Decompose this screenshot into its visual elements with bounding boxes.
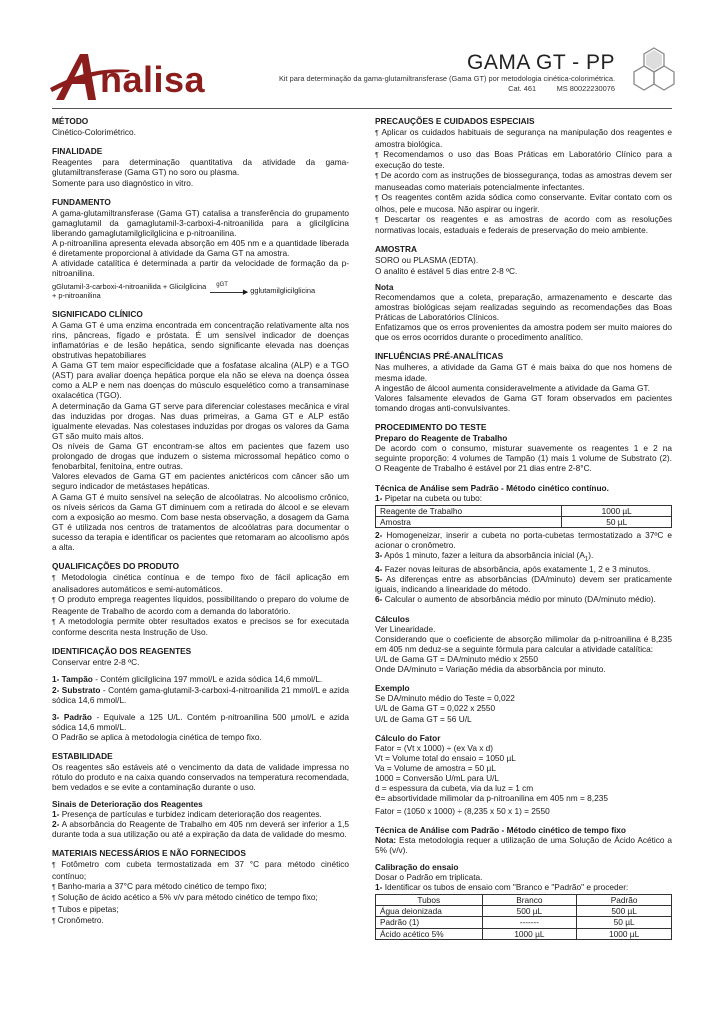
table-cell: 500 µL [577,906,672,917]
precaucao-item: ¶ De acordo com as instruções de biossegurança, todas as amostras devem ser manuseadas como materiais potencialmente infectantes. [375,170,672,192]
fundamento-text-3: A atividade catalítica é determinada a partir da velocidade de formação da p-nitroanilina. [52,258,349,279]
significado-text-1: A Gama GT é uma enzima encontrada em concentração relativamente alta nos rins, pâncreas, fígado e próstata. É um sensível indicador de doenças inflamatórias e de lesão hepática, sendo significante elevada nas doenças obstrutivas hepatobiliares [52,319,349,361]
deterioracao-1-text: Presença de partículas e turbidez indicam deterioração dos reagentes. [59,808,322,819]
table-cell: 1000 µL [562,505,672,516]
deterioracao-1 [52,809,349,819]
table-cell: Padrão (1) [376,917,483,928]
step-6-text: Calcular o aumento de absorbância médio por minuto (DA/minuto médio). [382,594,656,605]
reagent-3-text: - Equivale a 125 U/L. Contém p-nitroanilina 500 µmol/L e azida sódica 14,6 mmol/L. [52,711,350,732]
deterioracao-heading: Sinais de Deterioração dos Reagentes [52,798,203,809]
amostra-text-2: O analito é estável 5 dias entre 2-8 ºC. [375,265,518,276]
calculos-text-2: Considerando que o coeficiente de absorção milimolar da p-nitroanilina é 8,235 em 405 nm deduz-se a seguinte fórmula para calcular a atividade catalítica: [375,633,672,654]
precaucoes-heading: PRECAUÇÕES E CUIDADOS ESPECIAIS [375,116,535,126]
identificacao-sub: Conservar entre 2-8 ºC. [52,657,140,668]
reaction-left-2: + p-nitroanilina [52,290,101,300]
reaction-arrow-icon: gGT ▶ [210,286,246,296]
table-cell: 1000 µL [482,928,577,939]
material-item: ¶ Tubos e pipetas; [52,904,349,916]
step-3-subscript: 1 [584,556,589,563]
calibracao-step-text: Identificar os tubos de ensaio com "Branco e "Padrão" e proceder: [382,882,629,893]
qualificacao-item: ¶ O produto emprega reagentes líquidos, possibilitando o preparo do volume de Reagente de Trabalho de acordo com a demanda do laboratório. [52,594,349,616]
table-row [376,516,672,527]
table-cell: 500 µL [482,906,577,917]
identificacao-heading: IDENTIFICAÇÃO DOS REAGENTES [52,646,192,657]
calibracao-text-2 [375,882,672,892]
material-item: ¶ Fotômetro com cubeta termostatizada em 37 °C para método cinético contínuo; [52,859,349,881]
materiais-heading: MATERIAIS NECESSÁRIOS E NÃO FORNECIDOS [52,848,246,858]
step-2 [375,530,672,550]
significado-text-3: A determinação da Gama GT serve para diferenciar colestases mecânica e viral das induzidas por drogas. Nas duas primeiras, a Gama GT e ALP estão igualmente elevadas. Nas colestases induzidas por drogas os valores da Gama GT são muito mais altos. [52,400,349,441]
reaction-left: gGlutamil-3-carboxi-4-nitroanilida + Glicilglicina [52,281,207,291]
fator-text-1: Fator = (Vt x 1000) ÷ (ex Va x d) [375,742,494,753]
fundamento-heading: FUNDAMENTO [52,196,111,207]
metodo-heading: MÉTODO [52,116,89,126]
fator-text-7: Fator = (1050 x 1000) ÷ (8,235 x 50 x 1) = 2550 [375,805,550,816]
table-cell: Água deionizada [376,906,483,917]
right-column [375,116,672,940]
preparo-text: De acordo com o consumo, misturar suavemente os reagentes 1 e 2 na seguinte proporção: 4 volumes de Tampão (1) mais 1 volume de Substrato (2). O Reagente de Trabalho é estável por 21 dias entre 2-8°C. [375,443,672,474]
table-cell: Amostra [376,516,562,527]
tecnica-2-note-text: Esta metodologia requer a utilização de uma Solução de Ácido Acético a 5% (v/v). [375,834,672,855]
calibration-table [375,894,672,939]
tecnica-1-step-1 [375,493,672,503]
fundamento-text-1: A gama-glutamiltransferase (Gama GT) catalisa a transferência do grupamento gamaglutamil da gamaglutamil-3-carboxi-4-nitroanilida para a glicilglicina liberando gamaglutamilglicilglicina e p-nitroanilina. [52,207,349,238]
calculos-text-4: Onde DA/minuto = Variação média da absorbância por minuto. [375,664,606,675]
step-5-text: As diferenças entre as absorbâncias (DA/minuto) devem ser praticamente iguais, indicando a linearidade do método. [375,574,672,595]
reagent-2 [52,685,349,705]
deterioracao-2-label: 2- [52,818,60,829]
fator-text-4: 1000 = Conversão U/mL para U/L [375,773,499,784]
significado-text-6: A Gama GT é muito sensível na seleção de alcoólatras. No alcoolismo crônico, os níveis séricos da Gama GT diminuem com a retirada do álcool e se elevam com a exposição ao mesmo. Com base nesta observação, a dosagem da Gama GT é utilizada nos centros de tratamentos de alcoólatras para documentar o sucesso da terapia e identificar os pacientes que retomaram ao alcoolismo após a alta. [52,491,349,553]
significado-text-4: Os níveis de Gama GT encontram-se altos em pacientes que fazem uso prolongado de drogas que induzem o sistema microssomal hepático como o fenobarbital, fenitoína, entre outras. [52,441,349,472]
epsilon-symbol: e [375,793,381,805]
table-row [376,928,672,939]
table-header-cell: Tubos [376,895,483,906]
step-6-label: 6- [375,594,383,605]
material-item: ¶ Banho-maria a 37°C para método cinético de tempo fixo; [52,881,349,893]
calibracao-heading: Calibração do ensaio [375,861,459,872]
significado-text-2: A Gama GT tem maior especificidade que a fosfatase alcalina (ALP) e a TGO (AST) para avaliar doença hepática porque ela não se eleva na doença óssea como a ALP e nem nas doenças do músculo esquelético como a transaminase oxalacética (TGO). [52,360,349,401]
qualificacao-item: ¶ A metodologia permite obter resultados exatos e precisos se for executada conforme descrita nesta Instrução de Uso. [52,616,349,638]
table-row [376,906,672,917]
table-cell: ------- [482,917,577,928]
exemplo-text-2: U/L de Gama GT = 0,022 x 2550 [375,703,496,714]
material-item: ¶ Cronômetro. [52,915,349,927]
step-5 [375,574,672,594]
step-2-text: Homogeneizar, inserir a cubeta no porta-cubetas termostatizado a 37ºC e acionar o cronômetro. [375,529,672,551]
table-cell: Reagente de Trabalho [376,505,562,516]
step-1-text: Pipetar na cubeta ou tubo: [382,492,483,503]
nota-heading: Nota [375,281,394,292]
calibracao-step-label: 1- [375,882,383,893]
qualificacao-item: ¶ Metodologia cinética contínua e de tempo fixo de fácil aplicação em analisadores automáticos e semi-automáticos. [52,572,349,594]
left-column [52,116,349,927]
reagent-2-label: 2- Substrato [52,684,101,695]
step-3-label: 3- [375,550,383,561]
table-row [376,505,672,516]
estabilidade-heading: ESTABILIDADE [52,751,113,762]
pipetting-table [375,505,672,528]
deterioracao-1-label: 1- [52,808,60,819]
step-1-label: 1- [375,492,383,503]
nota-text-1: Recomendamos que a coleta, preparação, armazenamento e descarte das amostras biológicas sejam realizadas seguindo as recomendações das Boas Práticas de Laboratórios Clínicos. [375,291,672,322]
tecnica-2-note-label: Nota: [375,834,397,845]
table-cell: Ácido acético 5% [376,928,483,939]
influencias-text-2: A ingestão de álcool aumenta consideravelmente a atividade da Gama GT. [375,382,650,393]
table-cell: 50 µL [562,516,672,527]
qualificacoes-heading: QUALIFICAÇÕES DO PRODUTO [52,561,180,572]
exemplo-text-3: U/L de Gama GT = 56 U/L [375,713,472,724]
hexagon-molecule-icon [630,46,678,94]
reagent-3-label: 3- Padrão [52,711,92,722]
deterioracao-2-text: A absorbância do Reagente de Trabalho em 405 nm deverá ser inferior a 1,5 durante toda a sua utilização ou até a expiração da data de validade do mesmo. [52,818,349,839]
estabilidade-text: Os reagentes são estáveis até o vencimento da data de validade impressa no rótulo do produto e na caixa quando conservados na temperatura recomendada, bem vedados e se evite a contaminação durante o uso. [52,762,349,793]
precaucao-item: ¶ Descartar os reagentes e as amostras de acordo com as resoluções normativas locais, estaduais e federais de preservação do meio ambiente. [375,214,672,236]
fator-heading: Cálculo do Fator [375,732,441,743]
exemplo-text-1: Se DA/minuto médio do Teste = 0,022 [375,693,515,704]
product-subtitle [215,74,615,93]
preparo-heading: Preparo do Reagente de Trabalho [375,433,508,444]
amostra-heading: AMOSTRA [375,244,417,255]
influencias-text-3: Valores falsamente elevados de Gama GT foram observados em pacientes tomando drogas anti-convulsivantes. [375,392,672,413]
brand-name: nalisa [100,59,206,100]
reagent-3 [52,712,349,732]
influencias-text-1: Nas mulheres, a atividade da Gama GT é mais baixa do que nos homens de mesma idade. [375,362,672,383]
reagent-1 [52,674,349,684]
reagent-1-text: - Contém glicilglicina 197 mmol/L e azida sódica 14,6 mmol/L. [92,674,323,685]
product-title: GAMA GT - PP [467,51,615,74]
table-cell: 1000 µL [577,928,672,939]
influencias-heading: INFLUÊNCIAS PRÉ-ANALÍTICAS [375,351,504,362]
step-3-text: Após 1 minuto, fazer a leitura da absorbância inicial (A [382,550,585,561]
calculos-text-3: U/L de Gama GT = DA/minuto médio x 2550 [375,654,539,664]
catalog-text: Cat. 461 MS 80022230076 [508,83,615,93]
reagent-2-text: - Contém gama-glutamil-3-carboxi-4-nitroanilida 21 mmol/L e azida sódica 14,6 mmol/L. [52,684,350,705]
step-4 [375,564,672,574]
step-3 [375,550,672,564]
precaucao-item: ¶ Recomendamos o uso das Boas Práticas em Laboratório Clínico para a execução do teste. [375,149,672,171]
metodo-text: Cinético-Colorimétrico. [52,127,136,138]
precaucao-item: ¶ Aplicar os cuidados habituais de segurança na manipulação dos reagentes e amostra biológica. [375,127,672,149]
amostra-text-1: SORO ou PLASMA (EDTA). [375,255,479,266]
step-2-label: 2- [375,529,383,540]
nota-text-2: Enfatizamos que os erros provenientes da amostra podem ser muito maiores do que os erros ocorridos durante o procedimento analítico. [375,322,672,343]
fator-text-6 [375,793,672,805]
finalidade-heading: FINALIDADE [52,146,103,157]
subtitle-text: Kit para determinação da gama-glutamiltransferase (Gama GT) por metodologia cinética-colorimétrica. [278,74,615,83]
fator-text-6-body: = absortividade milimolar da p-nitroanilina em 405 nm = 8,235 [380,793,608,804]
fundamento-text-2: A p-nitroanilina apresenta elevada absorção em 405 nm e a quantidade liberada é diretamente proporcional à atividade da Gama GT na amostra. [52,238,349,259]
step-3-end: ). [588,550,594,561]
deterioracao-2 [52,819,349,839]
tecnica-2-note [375,835,672,855]
page-header [0,0,725,110]
fator-text-2: Vt = Volume total do ensaio = 1050 µL [375,752,516,763]
table-header-row [376,895,672,906]
calculos-text-1: Ver Linearidade. [375,623,436,634]
calculos-heading: Cálculos [375,613,410,624]
finalidade-text: Reagentes para determinação quantitativa da atividade da gama-glutamiltransferase (Gama GT) no soro ou plasma. [52,157,349,178]
reaction-equation [52,282,349,300]
tecnica-2-heading: Técnica de Análise com Padrão - Método cinético de tempo fixo [375,824,626,835]
fator-text-5: d = espessura da cubeta, via da luz = 1 cm [375,783,534,794]
header-divider [52,108,672,109]
significado-heading: SIGNIFICADO CLÍNICO [52,308,143,319]
reagent-1-label: 1- Tampão [52,674,93,685]
table-cell: 50 µL [577,917,672,928]
step-4-text: Fazer novas leituras de absorbância, após exatamente 1, 2 e 3 minutos. [382,564,651,575]
table-header-cell: Branco [482,895,577,906]
reaction-right: gglutamilglicilglicina [250,286,316,296]
fator-text-3: Va = Volume de amostra = 50 µL [375,762,496,773]
precaucao-item: ¶ Os reagentes contêm azida sódica como conservante. Evitar contato com os olhos, pele e mucosa. Não aspirar ou ingerir. [375,192,672,214]
tecnica-1-heading: Técnica de Análise sem Padrão - Método cinético contínuo. [375,482,609,493]
reagent-note: O Padrão se aplica à metodologia cinética de tempo fixo. [52,732,262,743]
calibracao-text-1: Dosar o Padrão em triplicata. [375,872,483,883]
exemplo-heading: Exemplo [375,683,410,694]
material-item: ¶ Solução de ácido acético a 5% v/v para método cinético de tempo fixo; [52,892,349,904]
reaction-enzyme: gGT [216,281,228,288]
step-5-label: 5- [375,574,383,585]
step-4-label: 4- [375,564,383,575]
finalidade-text-2: Somente para uso diagnóstico in vitro. [52,177,194,188]
significado-text-5: Valores elevados de Gama GT em pacientes anictéricos com câncer são um seguro indicador de metástases hepáticas. [52,471,349,492]
table-header-cell: Padrão [577,895,672,906]
reaction-reagents [52,282,206,300]
procedimento-heading: PROCEDIMENTO DO TESTE [375,421,487,432]
table-row [376,917,672,928]
step-6 [375,594,672,604]
